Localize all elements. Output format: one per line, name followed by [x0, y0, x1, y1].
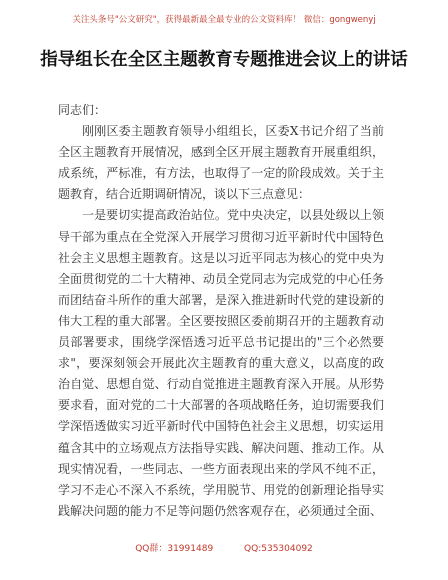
footer-qq: QQ:535304092	[244, 544, 313, 554]
page-title: 指导组长在全区主题教育专题推进会议上的讲话	[40, 50, 408, 70]
paragraph-point-one: 一是要切实提高政治站位。党中央决定，以县处级以上领导干部为重点在全党深入开展学习贯彻习近平新时代中国特色社会主义思想主题教育。这是以习近平同志为核心的党中央为全面贯彻党的二十大精神、动员全党同志为完成党的中心任务而团结奋斗所作的重大部署，是深入推进新时代党的建设新的伟大工程的重大部署。全区要按照区委前期召开的主题教育动员部署要求，围绕学深悟透习近平总书记提出的"三个必然要求"，要深刻领会开展此次主题教育的重大意义，以高度的政治自觉、思想自觉、行动自觉推进主题教育深入开展。从形势要求看，面对党的二十大部署的各项战略任务，迫切需要我们学深悟透做实习近平新时代中国特色社会主义思想，切实运用蕴含其中的立场观点方法指导实践、解决问题、推动工作。从现实情况看，一些同志、一些方面表现出来的学风不纯不正，学习不走心不深入不系统，学用脱节、用党的创新理论指导实践解决问题的能力不足等问题仍然客观存在，必须通过全面、	[58, 208, 384, 518]
footer-note	[0, 541, 448, 554]
header-note: 关注头条号"公文研究"，获得最新最全最专业的公文资料库！ 微信：gongwenyj	[72, 15, 376, 25]
salutation: 同志们：	[58, 103, 107, 117]
document-body	[58, 100, 384, 522]
footer-qq-group: QQ群：31991489	[135, 544, 214, 554]
paragraph-intro: 刚刚区委主题教育领导小组组长，区委X书记介绍了当前全区主题教育开展情况，感到全区开展主题教育开展重组织，成系统，严标准，有方法，也取得了一定的阶段成效。关于主题教育，结合近期调研情况，谈以下三点意见：	[58, 124, 384, 202]
